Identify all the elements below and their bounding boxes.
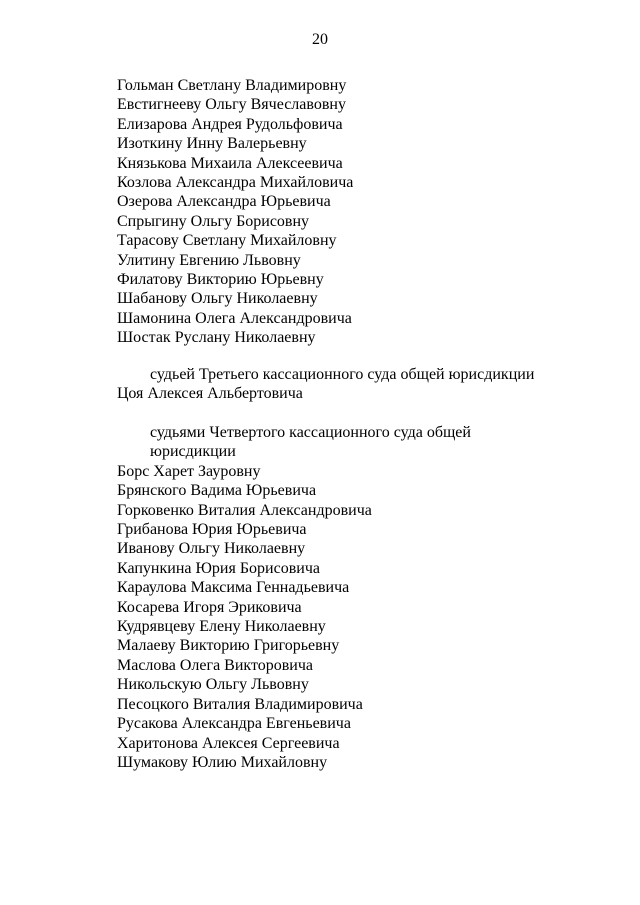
name-line: Евстигнееву Ольгу Вячеславовну <box>117 96 346 114</box>
name-line: Шамонина Олега Александровича <box>117 309 352 327</box>
name-line: Шумакову Юлию Михайловну <box>117 753 328 771</box>
name-line: Горковенко Виталия Александровича <box>117 501 372 519</box>
name-line: Шостак Руслану Николаевну <box>117 329 316 347</box>
section-third-cassation-court <box>117 365 557 404</box>
section-heading: судьей Третьего кассационного суда общей юрисдикции <box>150 366 535 383</box>
name-line: Князькова Михаила Алексеевича <box>117 154 343 172</box>
name-line: Цоя Алексея Альбертовича <box>117 385 303 403</box>
name-line: Русакова Александра Евгеньевича <box>117 715 351 733</box>
name-line: Караулова Максима Геннадьевича <box>117 579 350 597</box>
names-list <box>117 384 557 403</box>
name-line: Филатову Викторию Юрьевну <box>117 271 324 289</box>
name-line: Тарасову Светлану Михайловну <box>117 232 337 250</box>
name-line: Малаеву Викторию Григорьевну <box>117 637 340 655</box>
name-line: Песоцкого Виталия Владимировича <box>117 695 363 713</box>
name-line: Улитину Евгению Львовну <box>117 251 301 269</box>
name-line: Иванову Ольгу Николаевну <box>117 540 306 558</box>
section-heading-line1: судьями Четвертого кассационного суда общей <box>150 424 471 441</box>
page-number: 20 <box>312 31 328 48</box>
name-line: Козлова Александра Михайловича <box>117 174 354 192</box>
name-line: Капункина Юрия Борисовича <box>117 559 320 577</box>
name-line: Косарева Игоря Эриковича <box>117 598 302 616</box>
names-list-continued <box>117 76 557 348</box>
section-heading-line2: юрисдикции <box>150 443 236 461</box>
name-line: Спрыгину Ольгу Борисовну <box>117 212 310 230</box>
name-line: Изоткину Инну Валерьевну <box>117 135 307 153</box>
names-list <box>117 462 557 773</box>
name-line: Харитонова Алексея Сергеевича <box>117 734 340 752</box>
name-line: Кудрявцеву Елену Николаевну <box>117 618 326 636</box>
name-line: Озерова Александра Юрьевича <box>117 193 331 211</box>
name-line: Никольскую Ольгу Львовну <box>117 676 309 694</box>
name-line: Елизарова Андрея Рудольфовича <box>117 115 343 133</box>
name-line: Брянского Вадима Юрьевича <box>117 482 317 500</box>
name-line: Грибанова Юрия Юрьевича <box>117 521 307 539</box>
section-fourth-cassation-court <box>117 423 557 772</box>
name-line: Маслова Олега Викторовича <box>117 656 314 674</box>
name-line: Гольман Светлану Владимировну <box>117 77 347 94</box>
name-line: Борс Харет Зауровну <box>117 462 261 480</box>
name-line: Шабанову Ольгу Николаевну <box>117 290 318 308</box>
